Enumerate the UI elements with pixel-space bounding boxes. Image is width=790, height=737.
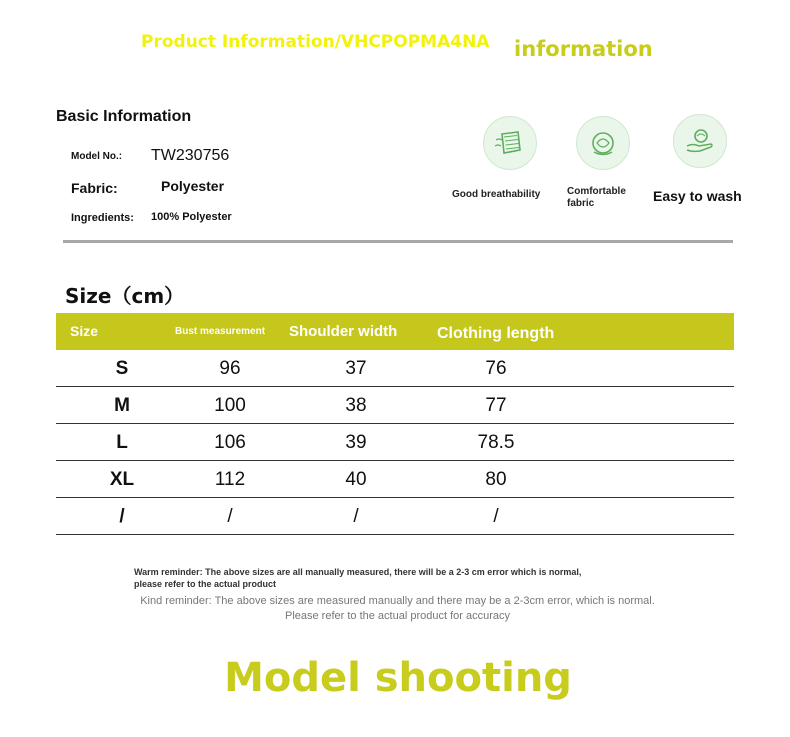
ingredients-value: 100% Polyester (151, 211, 232, 223)
cell-shoulder: 39 (345, 432, 367, 453)
header-length: Clothing length (437, 325, 555, 342)
feature-label-easy-wash: Easy to wash (653, 188, 742, 204)
cell-shoulder: 38 (345, 395, 367, 416)
cell-length: 80 (485, 469, 507, 490)
cell-size: XL (109, 469, 135, 490)
kind-reminder-note (100, 594, 695, 624)
model-number-value: TW230756 (151, 147, 230, 164)
size-heading: Size（cm） (65, 284, 185, 308)
table-row (56, 461, 734, 498)
table-row (56, 424, 734, 461)
kind-reminder-line-1: Kind reminder: The above sizes are measured manually and there may be a 2-3cm error, which is normal. (140, 595, 655, 607)
header-shoulder: Shoulder width (289, 323, 398, 340)
cell-size: M (114, 395, 130, 416)
cell-bust: 100 (214, 395, 246, 416)
cell-shoulder: / (353, 506, 359, 527)
cell-size: L (116, 432, 128, 453)
warm-reminder-line-2: please refer to the actual product (134, 579, 277, 589)
model-shooting-heading: Model shooting (224, 655, 572, 701)
hand-wash-icon (673, 114, 727, 168)
comfort-fabric-icon (576, 116, 630, 170)
feature-label-breathability: Good breathability (452, 189, 541, 200)
warm-reminder-line-1: Warm reminder: The above sizes are all manually measured, there will be a 2-3 cm error which is normal, (134, 567, 582, 577)
fabric-value: Polyester (161, 178, 225, 194)
size-table-header (56, 313, 734, 350)
basic-information-heading: Basic Information (56, 108, 192, 125)
cell-bust: 96 (219, 358, 241, 379)
section-divider (63, 240, 733, 243)
information-subtitle: information (514, 37, 653, 61)
cell-bust: / (227, 506, 233, 527)
table-row (56, 498, 734, 535)
cell-length: 78.5 (477, 432, 515, 453)
feature-label-comfortable: Comfortable fabric (567, 186, 626, 209)
cell-length: 77 (485, 395, 507, 416)
cell-size: S (115, 358, 129, 379)
header-size: Size (70, 323, 99, 339)
fabric-label: Fabric: (71, 180, 118, 196)
product-information-title: Product Information/VHCPOPMA4NA (141, 32, 490, 52)
cell-length: 76 (485, 358, 507, 379)
cell-shoulder: 40 (345, 469, 367, 490)
cell-size: / (119, 506, 125, 527)
model-number-label: Model No.: (71, 151, 123, 162)
ingredients-label: Ingredients: (71, 212, 134, 224)
cell-length: / (493, 506, 499, 527)
header-bust: Bust measurement (175, 326, 266, 337)
warm-reminder-note (134, 566, 654, 590)
size-table (56, 313, 734, 535)
cell-shoulder: 37 (345, 358, 367, 379)
table-row (56, 387, 734, 424)
table-row (56, 350, 734, 387)
cell-bust: 112 (214, 469, 246, 490)
breathable-fabric-icon (483, 116, 537, 170)
kind-reminder-line-2: Please refer to the actual product for accuracy (284, 610, 510, 622)
cell-bust: 106 (214, 432, 246, 453)
